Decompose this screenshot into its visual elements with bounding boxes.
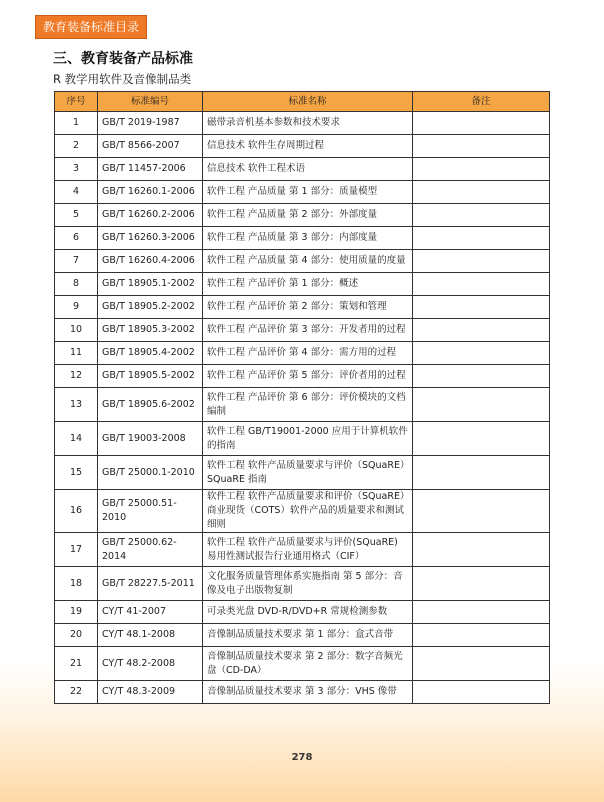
row-number: 21 xyxy=(55,647,98,681)
note-cell xyxy=(413,227,550,250)
table-row xyxy=(55,624,550,647)
note-cell xyxy=(413,250,550,273)
table-row xyxy=(55,135,550,158)
standard-code: GB/T 25000.1-2010 xyxy=(98,456,203,490)
table-row xyxy=(55,601,550,624)
standard-code: GB/T 16260.1-2006 xyxy=(98,181,203,204)
standard-name: 软件工程 产品质量 第 4 部分：使用质量的度量 xyxy=(203,250,413,273)
standard-code: GB/T 16260.3-2006 xyxy=(98,227,203,250)
standards-table xyxy=(54,91,550,704)
table-row xyxy=(55,681,550,704)
standard-name: 磁带录音机基本参数和技术要求 xyxy=(203,112,413,135)
standard-name: 软件工程 产品评价 第 2 部分：策划和管理 xyxy=(203,296,413,319)
standard-name: 文化服务质量管理体系实施指南 第 5 部分：音像及电子出版物复制 xyxy=(203,567,413,601)
standard-code: GB/T 19003-2008 xyxy=(98,422,203,456)
standard-code: GB/T 2019-1987 xyxy=(98,112,203,135)
column-header-no: 序号 xyxy=(55,92,98,112)
row-number: 20 xyxy=(55,624,98,647)
standard-name: 软件工程 产品评价 第 6 部分：评价模块的文档编制 xyxy=(203,388,413,422)
row-number: 16 xyxy=(55,490,98,533)
section-title: 三、教育装备产品标准 xyxy=(53,51,193,67)
row-number: 17 xyxy=(55,533,98,567)
row-number: 13 xyxy=(55,388,98,422)
row-number: 2 xyxy=(55,135,98,158)
table-row xyxy=(55,567,550,601)
note-cell xyxy=(413,567,550,601)
table-row xyxy=(55,204,550,227)
row-number: 1 xyxy=(55,112,98,135)
standard-code: GB/T 18905.5-2002 xyxy=(98,365,203,388)
row-number: 3 xyxy=(55,158,98,181)
note-cell xyxy=(413,490,550,533)
standard-name: 软件工程 产品评价 第 3 部分：开发者用的过程 xyxy=(203,319,413,342)
table-row xyxy=(55,422,550,456)
standard-code: GB/T 28227.5-2011 xyxy=(98,567,203,601)
standard-code: GB/T 18905.1-2002 xyxy=(98,273,203,296)
standard-code: GB/T 8566-2007 xyxy=(98,135,203,158)
note-cell xyxy=(413,456,550,490)
row-number: 9 xyxy=(55,296,98,319)
note-cell xyxy=(413,388,550,422)
section-subtitle: R 教学用软件及音像制品类 xyxy=(53,72,192,86)
standard-name: 软件工程 GB/T19001-2000 应用于计算机软件的指南 xyxy=(203,422,413,456)
standard-name: 音像制品质量技术要求 第 1 部分：盒式音带 xyxy=(203,624,413,647)
standard-name: 软件工程 产品评价 第 4 部分：需方用的过程 xyxy=(203,342,413,365)
row-number: 10 xyxy=(55,319,98,342)
table-header-row xyxy=(55,92,550,112)
note-cell xyxy=(413,533,550,567)
note-cell xyxy=(413,158,550,181)
standard-code: CY/T 48.2-2008 xyxy=(98,647,203,681)
row-number: 14 xyxy=(55,422,98,456)
row-number: 11 xyxy=(55,342,98,365)
standard-code: CY/T 48.1-2008 xyxy=(98,624,203,647)
row-number: 22 xyxy=(55,681,98,704)
note-cell xyxy=(413,135,550,158)
standard-name: 软件工程 产品评价 第 1 部分：概述 xyxy=(203,273,413,296)
note-cell xyxy=(413,647,550,681)
standard-code: GB/T 18905.6-2002 xyxy=(98,388,203,422)
column-header-note: 备注 xyxy=(413,92,550,112)
table-row xyxy=(55,227,550,250)
note-cell xyxy=(413,601,550,624)
standard-code: CY/T 41-2007 xyxy=(98,601,203,624)
note-cell xyxy=(413,342,550,365)
table-row xyxy=(55,158,550,181)
column-header-code: 标准编号 xyxy=(98,92,203,112)
page-number: 278 xyxy=(291,752,313,763)
note-cell xyxy=(413,422,550,456)
standard-name: 可录类光盘 DVD-R/DVD+R 常规检测参数 xyxy=(203,601,413,624)
column-header-name: 标准名称 xyxy=(203,92,413,112)
note-cell xyxy=(413,181,550,204)
note-cell xyxy=(413,204,550,227)
note-cell xyxy=(413,319,550,342)
row-number: 18 xyxy=(55,567,98,601)
standard-code: GB/T 18905.4-2002 xyxy=(98,342,203,365)
table-row xyxy=(55,319,550,342)
row-number: 12 xyxy=(55,365,98,388)
table-row xyxy=(55,273,550,296)
table-row xyxy=(55,647,550,681)
row-number: 4 xyxy=(55,181,98,204)
standard-code: GB/T 11457-2006 xyxy=(98,158,203,181)
standard-name: 软件工程 软件产品质量要求与评价（SQuaRE）SQuaRE 指南 xyxy=(203,456,413,490)
row-number: 15 xyxy=(55,456,98,490)
table-row xyxy=(55,112,550,135)
note-cell xyxy=(413,112,550,135)
table-row xyxy=(55,388,550,422)
note-cell xyxy=(413,296,550,319)
standard-code: GB/T 18905.2-2002 xyxy=(98,296,203,319)
row-number: 8 xyxy=(55,273,98,296)
standard-name: 软件工程 软件产品质量要求和评价（SQuaRE）商业现货（COTS）软件产品的质量要求和测试细则 xyxy=(203,490,413,533)
table-row xyxy=(55,490,550,533)
standard-code: CY/T 48.3-2009 xyxy=(98,681,203,704)
row-number: 6 xyxy=(55,227,98,250)
table-row xyxy=(55,365,550,388)
standard-code: GB/T 25000.51-2010 xyxy=(98,490,203,533)
standard-code: GB/T 25000.62-2014 xyxy=(98,533,203,567)
table-row xyxy=(55,533,550,567)
standard-code: GB/T 16260.4-2006 xyxy=(98,250,203,273)
standard-name: 信息技术 软件工程术语 xyxy=(203,158,413,181)
standard-name: 软件工程 产品评价 第 5 部分：评价者用的过程 xyxy=(203,365,413,388)
table-row xyxy=(55,456,550,490)
standard-name: 音像制品质量技术要求 第 3 部分：VHS 像带 xyxy=(203,681,413,704)
table-row xyxy=(55,250,550,273)
row-number: 7 xyxy=(55,250,98,273)
standard-name: 软件工程 产品质量 第 3 部分：内部度量 xyxy=(203,227,413,250)
standard-code: GB/T 16260.2-2006 xyxy=(98,204,203,227)
note-cell xyxy=(413,365,550,388)
standard-name: 信息技术 软件生存周期过程 xyxy=(203,135,413,158)
row-number: 19 xyxy=(55,601,98,624)
standard-code: GB/T 18905.3-2002 xyxy=(98,319,203,342)
catalog-header-tag: 教育装备标准目录 xyxy=(35,15,147,39)
row-number: 5 xyxy=(55,204,98,227)
note-cell xyxy=(413,681,550,704)
standard-name: 软件工程 软件产品质量要求与评价(SQuaRE) 易用性测试报告行业通用格式（CIF） xyxy=(203,533,413,567)
table-row xyxy=(55,181,550,204)
note-cell xyxy=(413,624,550,647)
note-cell xyxy=(413,273,550,296)
standard-name: 音像制品质量技术要求 第 2 部分：数字音频光盘（CD-DA） xyxy=(203,647,413,681)
standard-name: 软件工程 产品质量 第 1 部分：质量模型 xyxy=(203,181,413,204)
table-row xyxy=(55,342,550,365)
table-row xyxy=(55,296,550,319)
standard-name: 软件工程 产品质量 第 2 部分：外部度量 xyxy=(203,204,413,227)
